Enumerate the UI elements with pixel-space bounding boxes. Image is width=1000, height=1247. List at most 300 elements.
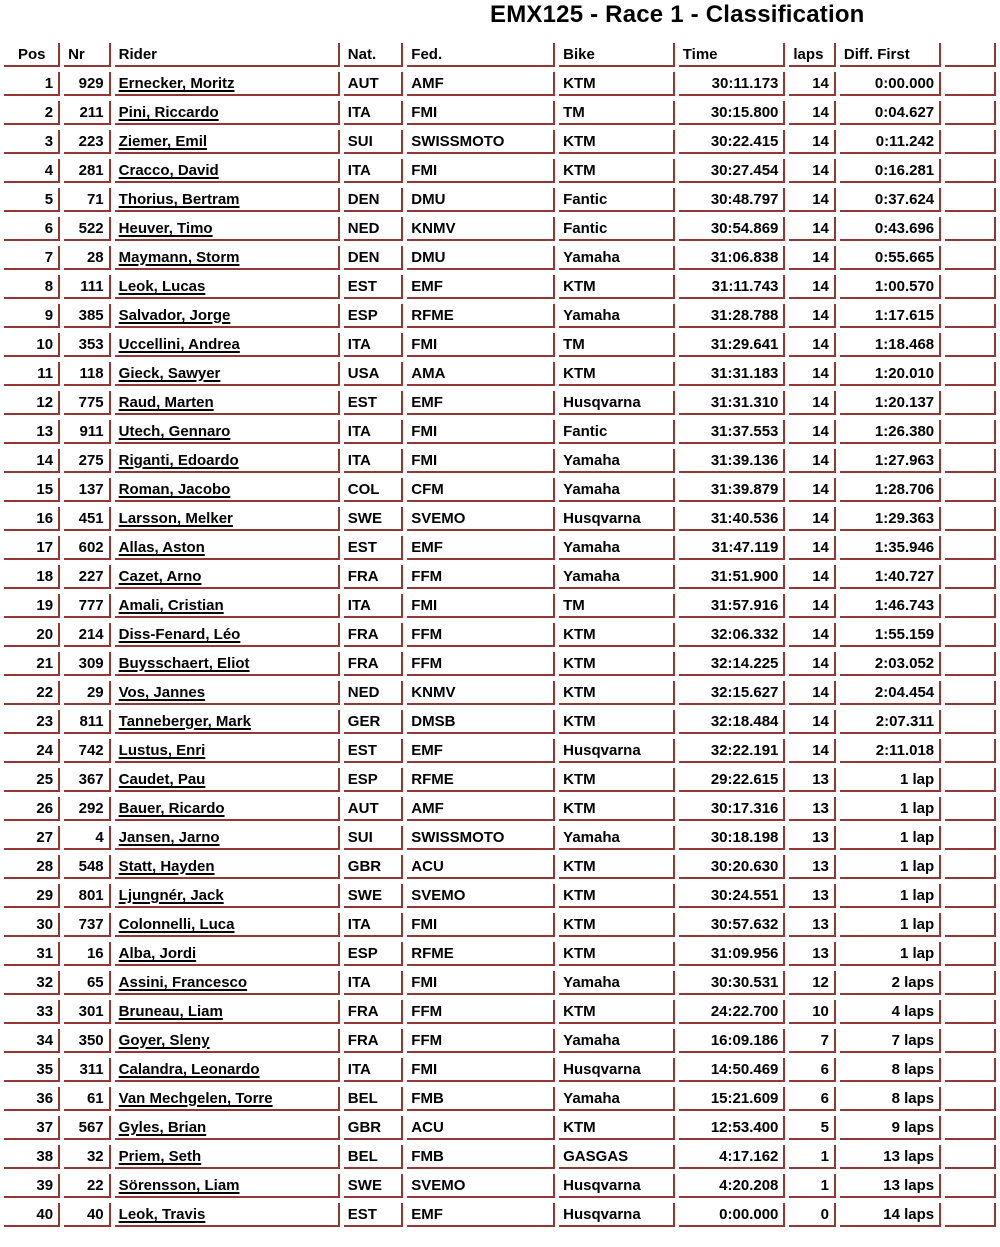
cell-laps: 7: [789, 1029, 836, 1053]
rider-link[interactable]: Vos, Jannes: [118, 684, 206, 701]
cell-nat: NED: [344, 681, 404, 705]
cell-diff: 1:40.727: [840, 565, 941, 589]
cell-diff: 1 lap: [840, 884, 941, 908]
cell-time: 32:06.332: [679, 623, 786, 647]
cell-pos: 12: [4, 391, 60, 415]
cell-cutoff: [945, 275, 996, 299]
rider-link[interactable]: Gieck, Sawyer: [118, 365, 221, 382]
cell-time: 31:39.879: [679, 478, 786, 502]
cell-laps: 14: [789, 536, 836, 560]
rider-link[interactable]: Cazet, Arno: [118, 568, 202, 585]
cell-rider: [115, 1087, 340, 1111]
cell-nr: 40: [64, 1203, 111, 1227]
cell-bike: Fantic: [559, 420, 675, 444]
cell-nat: EST: [344, 536, 404, 560]
table-row: [4, 1058, 996, 1082]
cell-nr: 301: [64, 1000, 111, 1024]
cell-time: 30:22.415: [679, 130, 786, 154]
cell-fed: FMI: [407, 971, 555, 995]
cell-rider: [115, 391, 340, 415]
cell-laps: 14: [789, 420, 836, 444]
cell-fed: FMI: [407, 1058, 555, 1082]
cell-pos: 6: [4, 217, 60, 241]
cell-pos: 23: [4, 710, 60, 734]
cell-nr: 548: [64, 855, 111, 879]
cell-rider: [115, 623, 340, 647]
rider-link[interactable]: Caudet, Pau: [118, 771, 206, 788]
cell-nat: FRA: [344, 1029, 404, 1053]
cell-time: 30:54.869: [679, 217, 786, 241]
cell-diff: 1:55.159: [840, 623, 941, 647]
cell-nr: 28: [64, 246, 111, 270]
cell-nat: SWE: [344, 507, 404, 531]
cell-nat: GER: [344, 710, 404, 734]
cell-nat: ITA: [344, 1058, 404, 1082]
cell-bike: Yamaha: [559, 478, 675, 502]
cell-time: 32:22.191: [679, 739, 786, 763]
rider-link[interactable]: Utech, Gennaro: [118, 423, 231, 440]
cell-diff: 0:00.000: [840, 72, 941, 96]
cell-cutoff: [945, 971, 996, 995]
rider-link[interactable]: Buysschaert, Eliot: [118, 655, 250, 672]
cell-rider: [115, 275, 340, 299]
cell-bike: Fantic: [559, 217, 675, 241]
rider-link[interactable]: Ziemer, Emil: [118, 133, 208, 150]
cell-cutoff: [945, 855, 996, 879]
cell-diff: 1:20.137: [840, 391, 941, 415]
cell-time: 16:09.186: [679, 1029, 786, 1053]
cell-pos: 13: [4, 420, 60, 444]
cell-diff: 2 laps: [840, 971, 941, 995]
cell-diff: 4 laps: [840, 1000, 941, 1024]
rider-link[interactable]: Maymann, Storm: [118, 249, 240, 266]
table-row: [4, 884, 996, 908]
cell-diff: 1:35.946: [840, 536, 941, 560]
rider-link[interactable]: Sörensson, Liam: [118, 1177, 240, 1194]
cell-diff: 0:55.665: [840, 246, 941, 270]
cell-laps: 6: [789, 1087, 836, 1111]
cell-rider: [115, 681, 340, 705]
cell-rider: [115, 1174, 340, 1198]
cell-pos: 21: [4, 652, 60, 676]
rider-link[interactable]: Uccellini, Andrea: [118, 336, 240, 353]
cell-cutoff: [945, 536, 996, 560]
cell-pos: 1: [4, 72, 60, 96]
cell-pos: 24: [4, 739, 60, 763]
cell-time: 30:15.800: [679, 101, 786, 125]
cell-laps: 14: [789, 739, 836, 763]
cell-bike: Husqvarna: [559, 391, 675, 415]
cell-cutoff: [945, 507, 996, 531]
cell-laps: 14: [789, 159, 836, 183]
cell-cutoff: [945, 797, 996, 821]
cell-nr: 777: [64, 594, 111, 618]
cell-diff: 1 lap: [840, 855, 941, 879]
cell-time: 31:39.136: [679, 449, 786, 473]
cell-time: 31:47.119: [679, 536, 786, 560]
cell-fed: KNMV: [407, 217, 555, 241]
cell-pos: 20: [4, 623, 60, 647]
cell-nr: 385: [64, 304, 111, 328]
cell-time: 4:20.208: [679, 1174, 786, 1198]
cell-time: 31:31.310: [679, 391, 786, 415]
cell-rider: [115, 565, 340, 589]
table-row: [4, 449, 996, 473]
cell-bike: TM: [559, 333, 675, 357]
rider-link[interactable]: Roman, Jacobo: [118, 481, 231, 498]
cell-laps: 1: [789, 1145, 836, 1169]
cell-time: 4:17.162: [679, 1145, 786, 1169]
cell-diff: 1:00.570: [840, 275, 941, 299]
cell-cutoff: [945, 362, 996, 386]
cell-cutoff: [945, 826, 996, 850]
cell-laps: 1: [789, 1174, 836, 1198]
cell-diff: 1:27.963: [840, 449, 941, 473]
rider-link[interactable]: Salvador, Jorge: [118, 307, 231, 324]
cell-pos: 18: [4, 565, 60, 589]
rider-link[interactable]: Priem, Seth: [118, 1148, 202, 1165]
table-row: [4, 1087, 996, 1111]
cell-nat: AUT: [344, 797, 404, 821]
cell-laps: 6: [789, 1058, 836, 1082]
cell-nr: 137: [64, 478, 111, 502]
header-row: [4, 43, 996, 67]
cell-nat: ITA: [344, 333, 404, 357]
cell-diff: 8 laps: [840, 1087, 941, 1111]
cell-fed: SVEMO: [407, 884, 555, 908]
cell-nat: FRA: [344, 652, 404, 676]
rider-link[interactable]: Leok, Travis: [118, 1206, 206, 1223]
cell-laps: 14: [789, 101, 836, 125]
rider-link[interactable]: Van Mechgelen, Torre: [118, 1090, 273, 1107]
cell-pos: 22: [4, 681, 60, 705]
cell-cutoff: [945, 768, 996, 792]
cell-pos: 30: [4, 913, 60, 937]
cell-nr: 211: [64, 101, 111, 125]
rider-link[interactable]: Ljungnér, Jack: [118, 887, 224, 904]
cell-cutoff: [945, 449, 996, 473]
cell-rider: [115, 333, 340, 357]
table-row: [4, 101, 996, 125]
rider-link[interactable]: Leok, Lucas: [118, 278, 206, 295]
cell-rider: [115, 536, 340, 560]
cell-cutoff: [945, 1029, 996, 1053]
column-header-nr: Nr: [64, 43, 111, 67]
cell-bike: KTM: [559, 768, 675, 792]
table-row: [4, 362, 996, 386]
cell-diff: 1:29.363: [840, 507, 941, 531]
cell-rider: [115, 942, 340, 966]
cell-bike: KTM: [559, 1000, 675, 1024]
cell-rider: [115, 971, 340, 995]
cell-cutoff: [945, 217, 996, 241]
table-row: [4, 72, 996, 96]
cell-time: 31:11.743: [679, 275, 786, 299]
cell-bike: Yamaha: [559, 304, 675, 328]
cell-fed: KNMV: [407, 681, 555, 705]
table-row: [4, 768, 996, 792]
cell-fed: RFME: [407, 942, 555, 966]
cell-cutoff: [945, 1087, 996, 1111]
cell-nat: AUT: [344, 72, 404, 96]
cell-laps: 13: [789, 884, 836, 908]
cell-diff: 1 lap: [840, 797, 941, 821]
cell-rider: [115, 594, 340, 618]
cell-diff: 2:03.052: [840, 652, 941, 676]
cell-laps: 14: [789, 246, 836, 270]
cell-fed: EMF: [407, 275, 555, 299]
cell-nr: 742: [64, 739, 111, 763]
cell-cutoff: [945, 72, 996, 96]
cell-cutoff: [945, 1145, 996, 1169]
cell-cutoff: [945, 246, 996, 270]
cell-laps: 14: [789, 623, 836, 647]
cell-nat: DEN: [344, 246, 404, 270]
table-row: [4, 246, 996, 270]
table-row: [4, 623, 996, 647]
cell-rider: [115, 884, 340, 908]
rider-link[interactable]: Thorius, Bertram: [118, 191, 240, 208]
cell-nr: 911: [64, 420, 111, 444]
cell-nr: 214: [64, 623, 111, 647]
cell-diff: 8 laps: [840, 1058, 941, 1082]
cell-nr: 737: [64, 913, 111, 937]
cell-laps: 14: [789, 304, 836, 328]
cell-fed: FMB: [407, 1087, 555, 1111]
cell-rider: [115, 362, 340, 386]
table-row: [4, 420, 996, 444]
rider-link[interactable]: Tanneberger, Mark: [118, 713, 251, 730]
cell-pos: 4: [4, 159, 60, 183]
cell-bike: Husqvarna: [559, 1203, 675, 1227]
cell-laps: 14: [789, 681, 836, 705]
cell-pos: 29: [4, 884, 60, 908]
cell-time: 29:22.615: [679, 768, 786, 792]
table-row: [4, 1029, 996, 1053]
cell-rider: [115, 739, 340, 763]
cell-time: 30:24.551: [679, 884, 786, 908]
cell-nr: 281: [64, 159, 111, 183]
cell-time: 32:14.225: [679, 652, 786, 676]
cell-fed: FMI: [407, 420, 555, 444]
rider-link[interactable]: Amali, Cristian: [118, 597, 224, 614]
cell-nr: 311: [64, 1058, 111, 1082]
cell-nat: SUI: [344, 130, 404, 154]
cell-laps: 14: [789, 72, 836, 96]
cell-fed: EMF: [407, 1203, 555, 1227]
cell-time: 30:18.198: [679, 826, 786, 850]
cell-nat: EST: [344, 739, 404, 763]
cell-rider: [115, 826, 340, 850]
cell-laps: 14: [789, 565, 836, 589]
cell-rider: [115, 101, 340, 125]
rider-link[interactable]: Raud, Marten: [118, 394, 214, 411]
cell-diff: 14 laps: [840, 1203, 941, 1227]
rider-link[interactable]: Goyer, Sleny: [118, 1032, 210, 1049]
column-header-nat: Nat.: [344, 43, 404, 67]
cell-bike: Yamaha: [559, 449, 675, 473]
table-row: [4, 855, 996, 879]
cell-diff: 1 lap: [840, 942, 941, 966]
cell-bike: TM: [559, 101, 675, 125]
cell-nat: ITA: [344, 420, 404, 444]
cell-rider: [115, 246, 340, 270]
rider-link[interactable]: Pini, Riccardo: [118, 104, 219, 121]
table-row: [4, 1145, 996, 1169]
cell-time: 30:17.316: [679, 797, 786, 821]
rider-link[interactable]: Bruneau, Liam: [118, 1003, 223, 1020]
cell-fed: DMSB: [407, 710, 555, 734]
cell-fed: SVEMO: [407, 507, 555, 531]
cell-time: 31:37.553: [679, 420, 786, 444]
cell-pos: 33: [4, 1000, 60, 1024]
cell-nr: 801: [64, 884, 111, 908]
rider-link[interactable]: Assini, Francesco: [118, 974, 248, 991]
rider-link[interactable]: Lustus, Enri: [118, 742, 206, 759]
table-row: [4, 1116, 996, 1140]
cell-nr: 118: [64, 362, 111, 386]
cell-rider: [115, 159, 340, 183]
cell-time: 30:48.797: [679, 188, 786, 212]
cell-pos: 36: [4, 1087, 60, 1111]
cell-pos: 39: [4, 1174, 60, 1198]
cell-time: 30:11.173: [679, 72, 786, 96]
rider-link[interactable]: Calandra, Leonardo: [118, 1061, 260, 1078]
cell-fed: FFM: [407, 652, 555, 676]
cell-rider: [115, 913, 340, 937]
cell-laps: 13: [789, 826, 836, 850]
cell-laps: 12: [789, 971, 836, 995]
rider-link[interactable]: Cracco, David: [118, 162, 219, 179]
cell-diff: 1:26.380: [840, 420, 941, 444]
cell-rider: [115, 768, 340, 792]
cell-fed: ACU: [407, 1116, 555, 1140]
cell-cutoff: [945, 478, 996, 502]
table-row: [4, 1174, 996, 1198]
rider-link[interactable]: Jansen, Jarno: [118, 829, 220, 846]
cell-bike: KTM: [559, 652, 675, 676]
cell-fed: FMI: [407, 159, 555, 183]
cell-diff: 0:11.242: [840, 130, 941, 154]
cell-nr: 227: [64, 565, 111, 589]
cell-nr: 567: [64, 1116, 111, 1140]
cell-bike: KTM: [559, 797, 675, 821]
page-title: EMX125 - Race 1 - Classification: [490, 1, 865, 28]
cell-diff: 9 laps: [840, 1116, 941, 1140]
cell-fed: FMI: [407, 333, 555, 357]
cell-bike: KTM: [559, 72, 675, 96]
cell-bike: KTM: [559, 710, 675, 734]
cell-pos: 7: [4, 246, 60, 270]
rider-link[interactable]: Alba, Jordi: [118, 945, 197, 962]
cell-diff: 2:04.454: [840, 681, 941, 705]
cell-bike: KTM: [559, 130, 675, 154]
cell-bike: Yamaha: [559, 971, 675, 995]
cell-laps: 13: [789, 942, 836, 966]
cell-rider: [115, 1116, 340, 1140]
cell-nat: FRA: [344, 1000, 404, 1024]
cell-nat: BEL: [344, 1145, 404, 1169]
cell-laps: 5: [789, 1116, 836, 1140]
cell-nat: SUI: [344, 826, 404, 850]
cell-pos: 14: [4, 449, 60, 473]
cell-fed: RFME: [407, 768, 555, 792]
cell-pos: 34: [4, 1029, 60, 1053]
cell-cutoff: [945, 1203, 996, 1227]
cell-bike: Husqvarna: [559, 739, 675, 763]
cell-cutoff: [945, 391, 996, 415]
cell-bike: KTM: [559, 855, 675, 879]
cell-laps: 14: [789, 275, 836, 299]
column-header-rider: Rider: [115, 43, 340, 67]
cell-pos: 31: [4, 942, 60, 966]
cell-bike: KTM: [559, 884, 675, 908]
cell-bike: Husqvarna: [559, 1174, 675, 1198]
rider-link[interactable]: Larsson, Melker: [118, 510, 233, 527]
cell-cutoff: [945, 304, 996, 328]
rider-link[interactable]: Gyles, Brian: [118, 1119, 207, 1136]
cell-cutoff: [945, 565, 996, 589]
cell-nat: BEL: [344, 1087, 404, 1111]
cell-fed: DMU: [407, 246, 555, 270]
cell-cutoff: [945, 594, 996, 618]
cell-fed: SVEMO: [407, 1174, 555, 1198]
table-row: [4, 1203, 996, 1227]
classification-table: [0, 38, 1000, 1232]
cell-diff: 2:11.018: [840, 739, 941, 763]
cell-laps: 14: [789, 449, 836, 473]
table-row: [4, 130, 996, 154]
cell-laps: 14: [789, 333, 836, 357]
cell-pos: 5: [4, 188, 60, 212]
cell-fed: FMI: [407, 449, 555, 473]
table-row: [4, 159, 996, 183]
rider-link[interactable]: Ernecker, Moritz: [118, 75, 235, 92]
rider-link[interactable]: Riganti, Edoardo: [118, 452, 239, 469]
rider-link[interactable]: Diss-Fenard, Léo: [118, 626, 241, 643]
cell-cutoff: [945, 1116, 996, 1140]
table-row: [4, 217, 996, 241]
cell-fed: SWISSMOTO: [407, 130, 555, 154]
cell-fed: DMU: [407, 188, 555, 212]
cell-cutoff: [945, 1000, 996, 1024]
cell-bike: KTM: [559, 942, 675, 966]
cell-nat: FRA: [344, 623, 404, 647]
cell-diff: 1 lap: [840, 913, 941, 937]
table-row: [4, 942, 996, 966]
rider-link[interactable]: Statt, Hayden: [118, 858, 215, 875]
rider-link[interactable]: Colonnelli, Luca: [118, 916, 235, 933]
rider-link[interactable]: Allas, Aston: [118, 539, 205, 556]
cell-diff: 13 laps: [840, 1174, 941, 1198]
cell-pos: 17: [4, 536, 60, 560]
cell-nat: ITA: [344, 913, 404, 937]
rider-link[interactable]: Heuver, Timo: [118, 220, 213, 237]
cell-nr: 929: [64, 72, 111, 96]
cell-laps: 14: [789, 188, 836, 212]
rider-link[interactable]: Bauer, Ricardo: [118, 800, 225, 817]
cell-cutoff: [945, 1058, 996, 1082]
cell-pos: 19: [4, 594, 60, 618]
cell-time: 31:28.788: [679, 304, 786, 328]
column-header-cutoff: [945, 43, 996, 67]
table-row: [4, 478, 996, 502]
cell-nr: 275: [64, 449, 111, 473]
cell-laps: 14: [789, 478, 836, 502]
cell-fed: CFM: [407, 478, 555, 502]
cell-nr: 32: [64, 1145, 111, 1169]
cell-nat: ITA: [344, 971, 404, 995]
